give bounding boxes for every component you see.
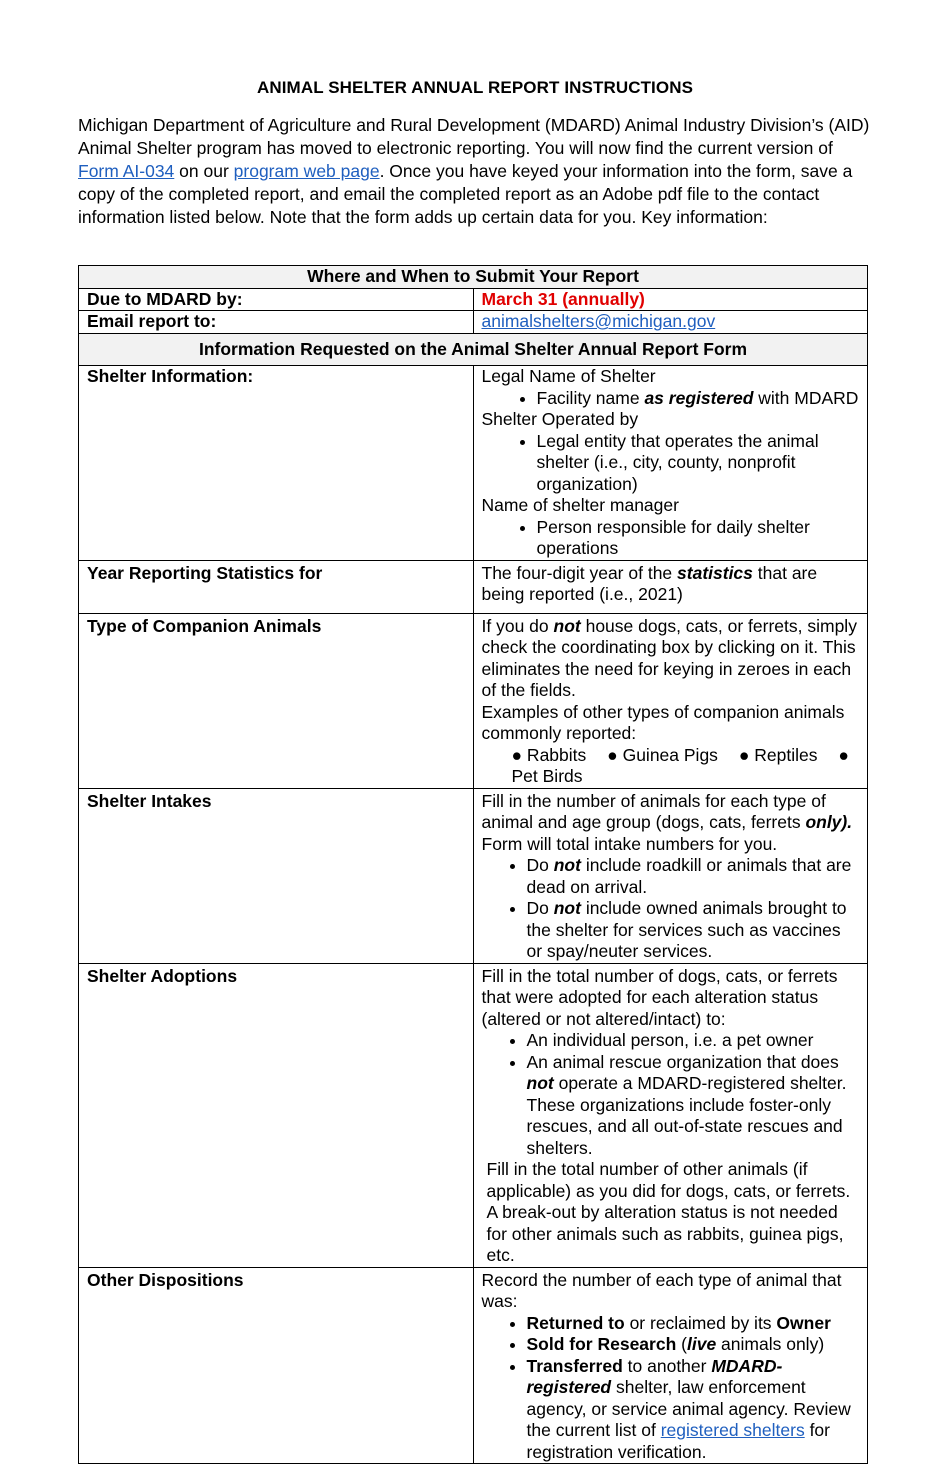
shelter-info-cell — [473, 366, 868, 561]
text: house dogs, cats, or ferrets, simply check the coordinating box by clicking on it. This eliminates the need for keying in zeroes in each of the fields. — [481, 615, 857, 700]
dispositions-cell — [473, 1267, 868, 1464]
emphasis: MDARD-registered — [526, 1355, 783, 1397]
instructions-table — [78, 265, 868, 1464]
bold-text: Owner — [776, 1312, 831, 1333]
bold-text: Returned to — [526, 1312, 625, 1333]
list-item — [527, 898, 860, 963]
adoptions-label: Shelter Adoptions — [79, 963, 474, 1267]
page-title: ANIMAL SHELTER ANNUAL REPORT INSTRUCTIONS — [256, 78, 694, 97]
emphasis: as registered — [644, 387, 754, 408]
manager-text: Name of shelter manager — [481, 495, 679, 515]
list-item: • Legal entity that operates the animal shelter (i.e., city, county, nonprofit organization) — [537, 431, 860, 496]
list-item — [537, 388, 860, 410]
companion-label: Type of Companion Animals — [79, 613, 474, 788]
emphasis: not — [553, 898, 581, 918]
intro-text: . Once you have keyed your information into the form, save a copy of the completed report, and email the completed report as an Adobe pdf file to the contact information listed below. Note that the form adds up certain data for you. Key information: — [78, 161, 853, 227]
email-link[interactable]: animalshelters@michigan.gov — [481, 311, 716, 331]
legal-name-text: Legal Name of Shelter — [481, 366, 656, 386]
intro-paragraph — [78, 114, 873, 229]
info-section-header: Information Requested on the Animal Shelter Annual Report Form — [79, 333, 868, 366]
text: with MDARD — [753, 387, 859, 408]
companion-text — [482, 616, 860, 702]
emphasis: not — [553, 615, 581, 636]
email-value-cell — [473, 311, 868, 334]
form-ai-034-link[interactable]: Form AI-034 — [78, 161, 175, 181]
text: Do — [526, 898, 554, 918]
dispositions-text: Record the number of each type of animal that was: — [481, 1269, 842, 1311]
operated-by-text: Shelter Operated by — [481, 409, 639, 429]
adoptions-other-text: Fill in the total number of other animals (if applicable) as you did for dogs, cats, or ferrets. A break-out by alteration status is not needed for other animals such as rabbits, guinea pigs, etc. — [486, 1159, 851, 1265]
text: shelter, law enforcement agency, or service animal agency. Review the current list of — [526, 1377, 851, 1440]
list-item — [527, 1356, 860, 1464]
emphasis: statistics — [677, 562, 753, 583]
text: Facility name — [536, 387, 645, 408]
animal-example: ● Rabbits — [511, 744, 587, 765]
list-item: • An individual person, i.e. a pet owner — [527, 1030, 860, 1052]
animal-example: ● Reptiles — [738, 744, 818, 765]
animal-example: ● Pet Birds — [511, 744, 849, 786]
table-row — [79, 963, 868, 1267]
due-label: Due to MDARD by: — [79, 288, 474, 311]
text: Fill in the number of animals for each type of animal and age group (dogs, cats, ferrets — [481, 790, 826, 832]
intro-text: on our — [174, 161, 234, 181]
text: Form will total intake numbers for you. — [481, 833, 778, 854]
table-row — [79, 333, 868, 366]
text: for registration verification. — [526, 1420, 830, 1462]
intakes-cell — [473, 788, 868, 963]
registered-shelters-link[interactable]: registered shelters — [660, 1420, 805, 1440]
list-item — [527, 1334, 860, 1356]
text: include roadkill or animals that are dead on arrival. — [526, 855, 852, 897]
due-value-cell — [473, 288, 868, 311]
dispositions-label: Other Dispositions — [79, 1267, 474, 1464]
text: An animal rescue organization that does — [526, 1051, 839, 1072]
shelter-info-label: Shelter Information: — [79, 366, 474, 561]
list-item — [527, 1052, 860, 1160]
table-row — [79, 311, 868, 334]
table-row — [79, 613, 868, 788]
emphasis: not — [553, 855, 581, 875]
text: or reclaimed by its — [624, 1312, 777, 1333]
text: include owned animals brought to the shelter for services such as vaccines or spay/neuter services. — [526, 898, 847, 961]
emphasis: live — [686, 1334, 717, 1354]
adoptions-text: Fill in the total number of dogs, cats, or ferrets that were adopted for each alteration status (altered or not altered/intact) to: — [481, 965, 838, 1029]
text: Do — [526, 855, 554, 875]
intakes-text — [482, 791, 860, 856]
program-web-page-link[interactable]: program web page — [233, 161, 380, 181]
text: The four-digit year of the — [481, 562, 678, 583]
list-item — [527, 855, 860, 898]
intro-text: Michigan Department of Agriculture and Rural Development (MDARD) Animal Industry Division’s (AID) Animal Shelter program has moved to electronic reporting. You will now find the current version of — [78, 115, 870, 158]
table-row — [79, 788, 868, 963]
table-row — [79, 266, 868, 289]
intakes-label: Shelter Intakes — [79, 788, 474, 963]
submit-section-header: Where and When to Submit Your Report — [79, 266, 868, 289]
table-row — [79, 288, 868, 311]
table-row — [79, 560, 868, 613]
text: ( — [676, 1334, 687, 1354]
emphasis: only). — [805, 812, 853, 832]
text: to another — [622, 1355, 712, 1376]
bold-text: Transferred — [526, 1355, 623, 1376]
list-item — [527, 1313, 860, 1335]
table-row — [79, 366, 868, 561]
bold-text: Sold for Research — [526, 1334, 677, 1354]
animal-example: ● Guinea Pigs — [607, 744, 718, 765]
text: operate a MDARD-registered shelter. These organizations include foster-only rescues, and all out-of-state rescues and shelters. — [526, 1073, 847, 1158]
text: animals only) — [716, 1334, 825, 1354]
adoptions-cell — [473, 963, 868, 1267]
table-row — [79, 1267, 868, 1464]
email-label: Email report to: — [79, 311, 474, 334]
due-date: March 31 (annually) — [481, 288, 645, 309]
animal-examples — [482, 745, 860, 788]
companion-cell — [473, 613, 868, 788]
examples-text: Examples of other types of companion animals commonly reported: — [481, 701, 845, 743]
text: If you do — [481, 615, 554, 636]
text: that are being reported (i.e., 2021) — [481, 562, 818, 604]
year-label: Year Reporting Statistics for — [79, 560, 474, 613]
list-item: • Person responsible for daily shelter operations — [537, 517, 860, 560]
emphasis: not — [526, 1073, 554, 1093]
year-cell — [473, 560, 868, 613]
